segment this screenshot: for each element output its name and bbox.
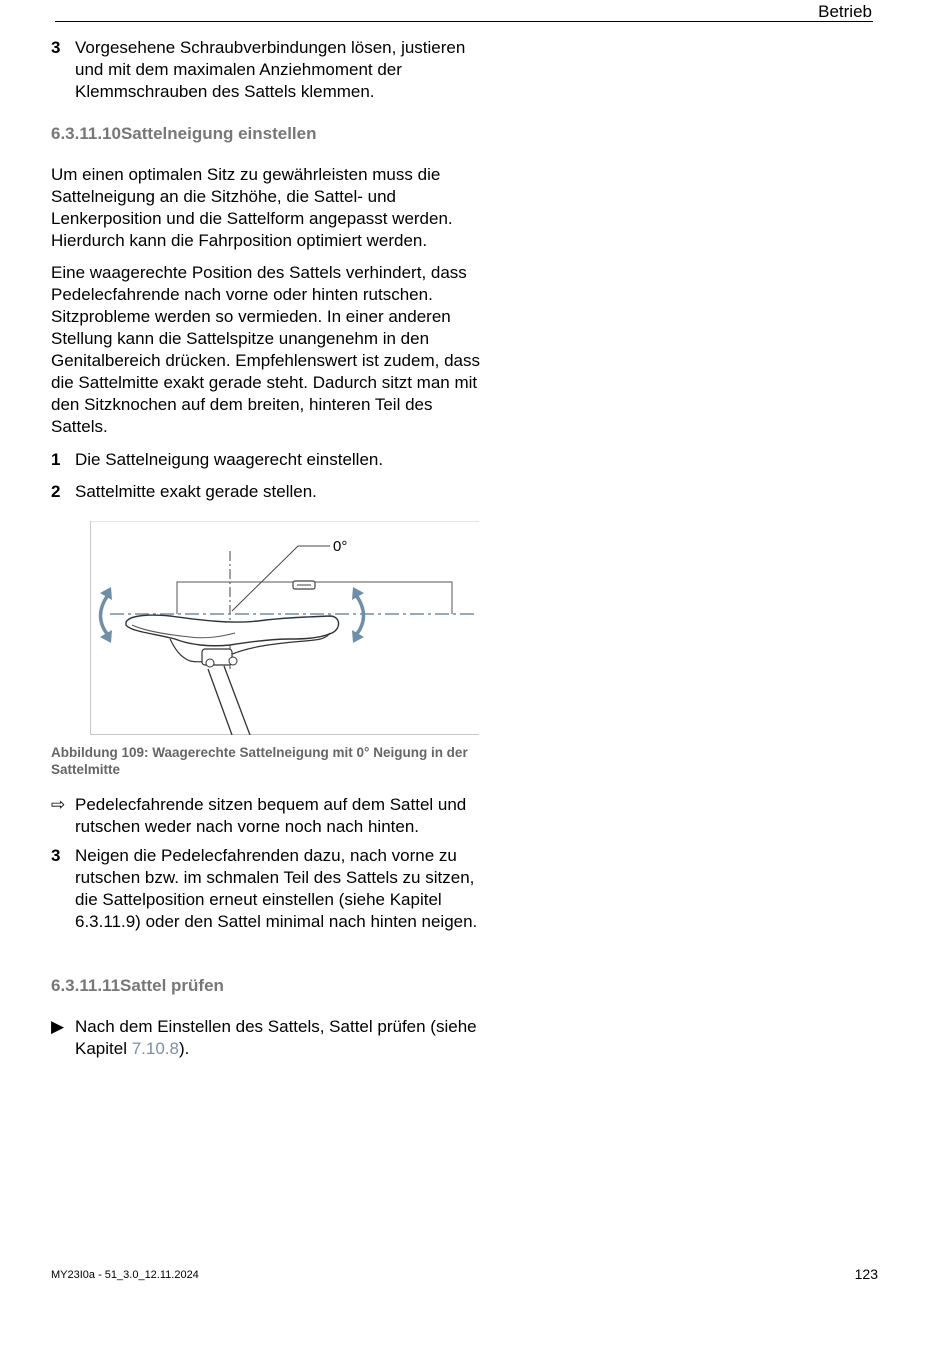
angle-label: 0° <box>333 538 348 555</box>
result-item <box>51 794 481 838</box>
step-text: Vorgesehene Schraubverbindungen lösen, justieren und mit dem maximalen Anziehmoment der Klemmschrauben des Sattels klemmen. <box>75 38 466 101</box>
step-number: 2 <box>51 482 61 501</box>
action-text <box>75 1016 481 1060</box>
step-number: 3 <box>51 38 61 57</box>
saddle-tilt-figure <box>90 521 480 735</box>
header-title: Betrieb <box>818 2 872 21</box>
step-text: Die Sattelneigung waagerecht einstellen. <box>75 450 384 469</box>
step-text: Sattelmitte exakt gerade stellen. <box>75 482 317 501</box>
step-3a <box>51 37 481 103</box>
paragraph-2 <box>51 262 481 438</box>
section-heading-check: 6.3.11.11Sattel prüfen <box>51 976 224 995</box>
page-number: 123 <box>854 1266 878 1282</box>
step-text: Neigen die Pedelecfahrenden dazu, nach vorne zu rutschen bzw. im schmalen Teil des Sattels zu sitzen, die Sattelposition erneut einstellen (siehe Kapitel 6.3.11.9) oder den Sattel minimal nach hinten neigen. <box>75 846 478 931</box>
paragraph-1 <box>51 164 481 252</box>
section-heading-tilt: 6.3.11.10Sattelneigung einstellen <box>51 124 317 143</box>
header-rule <box>55 21 873 22</box>
angle-leader <box>232 546 330 611</box>
footer-doc-id: MY23I0a - 51_3.0_12.11.2024 <box>51 1269 199 1281</box>
tilt-arrow-left-icon <box>101 595 109 635</box>
paragraph-text: Eine waagerechte Position des Sattels verhindert, dass Pedelecfahrende nach vorne oder hinten rutschen. Sitzprobleme werden so vermieden. In einer anderen Stellung kann die Sattelspitze unangenehm in den Genitalbereich drücken. Empfehlenswert ist zudem, dass die Sattelmitte exakt gerade steht. Dadurch sitzt man mit den Sitzknochen auf dem breiten, hinteren Teil des Sattels. <box>51 263 480 436</box>
action-triangle-icon: ▶ <box>51 1017 65 1036</box>
step-number: 3 <box>51 846 61 865</box>
action-text-before: Nach dem Einstellen des Sattels, Sattel prüfen (siehe Kapitel <box>75 1017 477 1058</box>
step-2 <box>51 481 481 503</box>
result-text: Pedelecfahrende sitzen bequem auf dem Sattel und rutschen weder nach vorne noch nach hinten. <box>75 795 467 836</box>
step-3b <box>51 845 481 933</box>
result-arrow-icon: ⇨ <box>51 795 66 814</box>
step-1 <box>51 449 481 471</box>
tilt-arrow-right-icon <box>356 595 364 635</box>
action-item <box>51 1016 481 1060</box>
paragraph-text: Um einen optimalen Sitz zu gewährleisten muss die Sattelneigung an die Sitzhöhe, die Sattel- und Lenkerposition und die Sattelform angepasst werden. Hierdurch kann die Fahrposition optimiert werden. <box>51 165 453 250</box>
figure-caption: Abbildung 109: Waagerechte Sattelneigung mit 0° Neigung in der Sattelmitte <box>51 745 468 777</box>
chapter-link[interactable]: 7.10.8 <box>131 1039 179 1058</box>
step-number: 1 <box>51 450 61 469</box>
action-text-after: ). <box>178 1039 190 1058</box>
saddle-illustration <box>90 521 480 735</box>
